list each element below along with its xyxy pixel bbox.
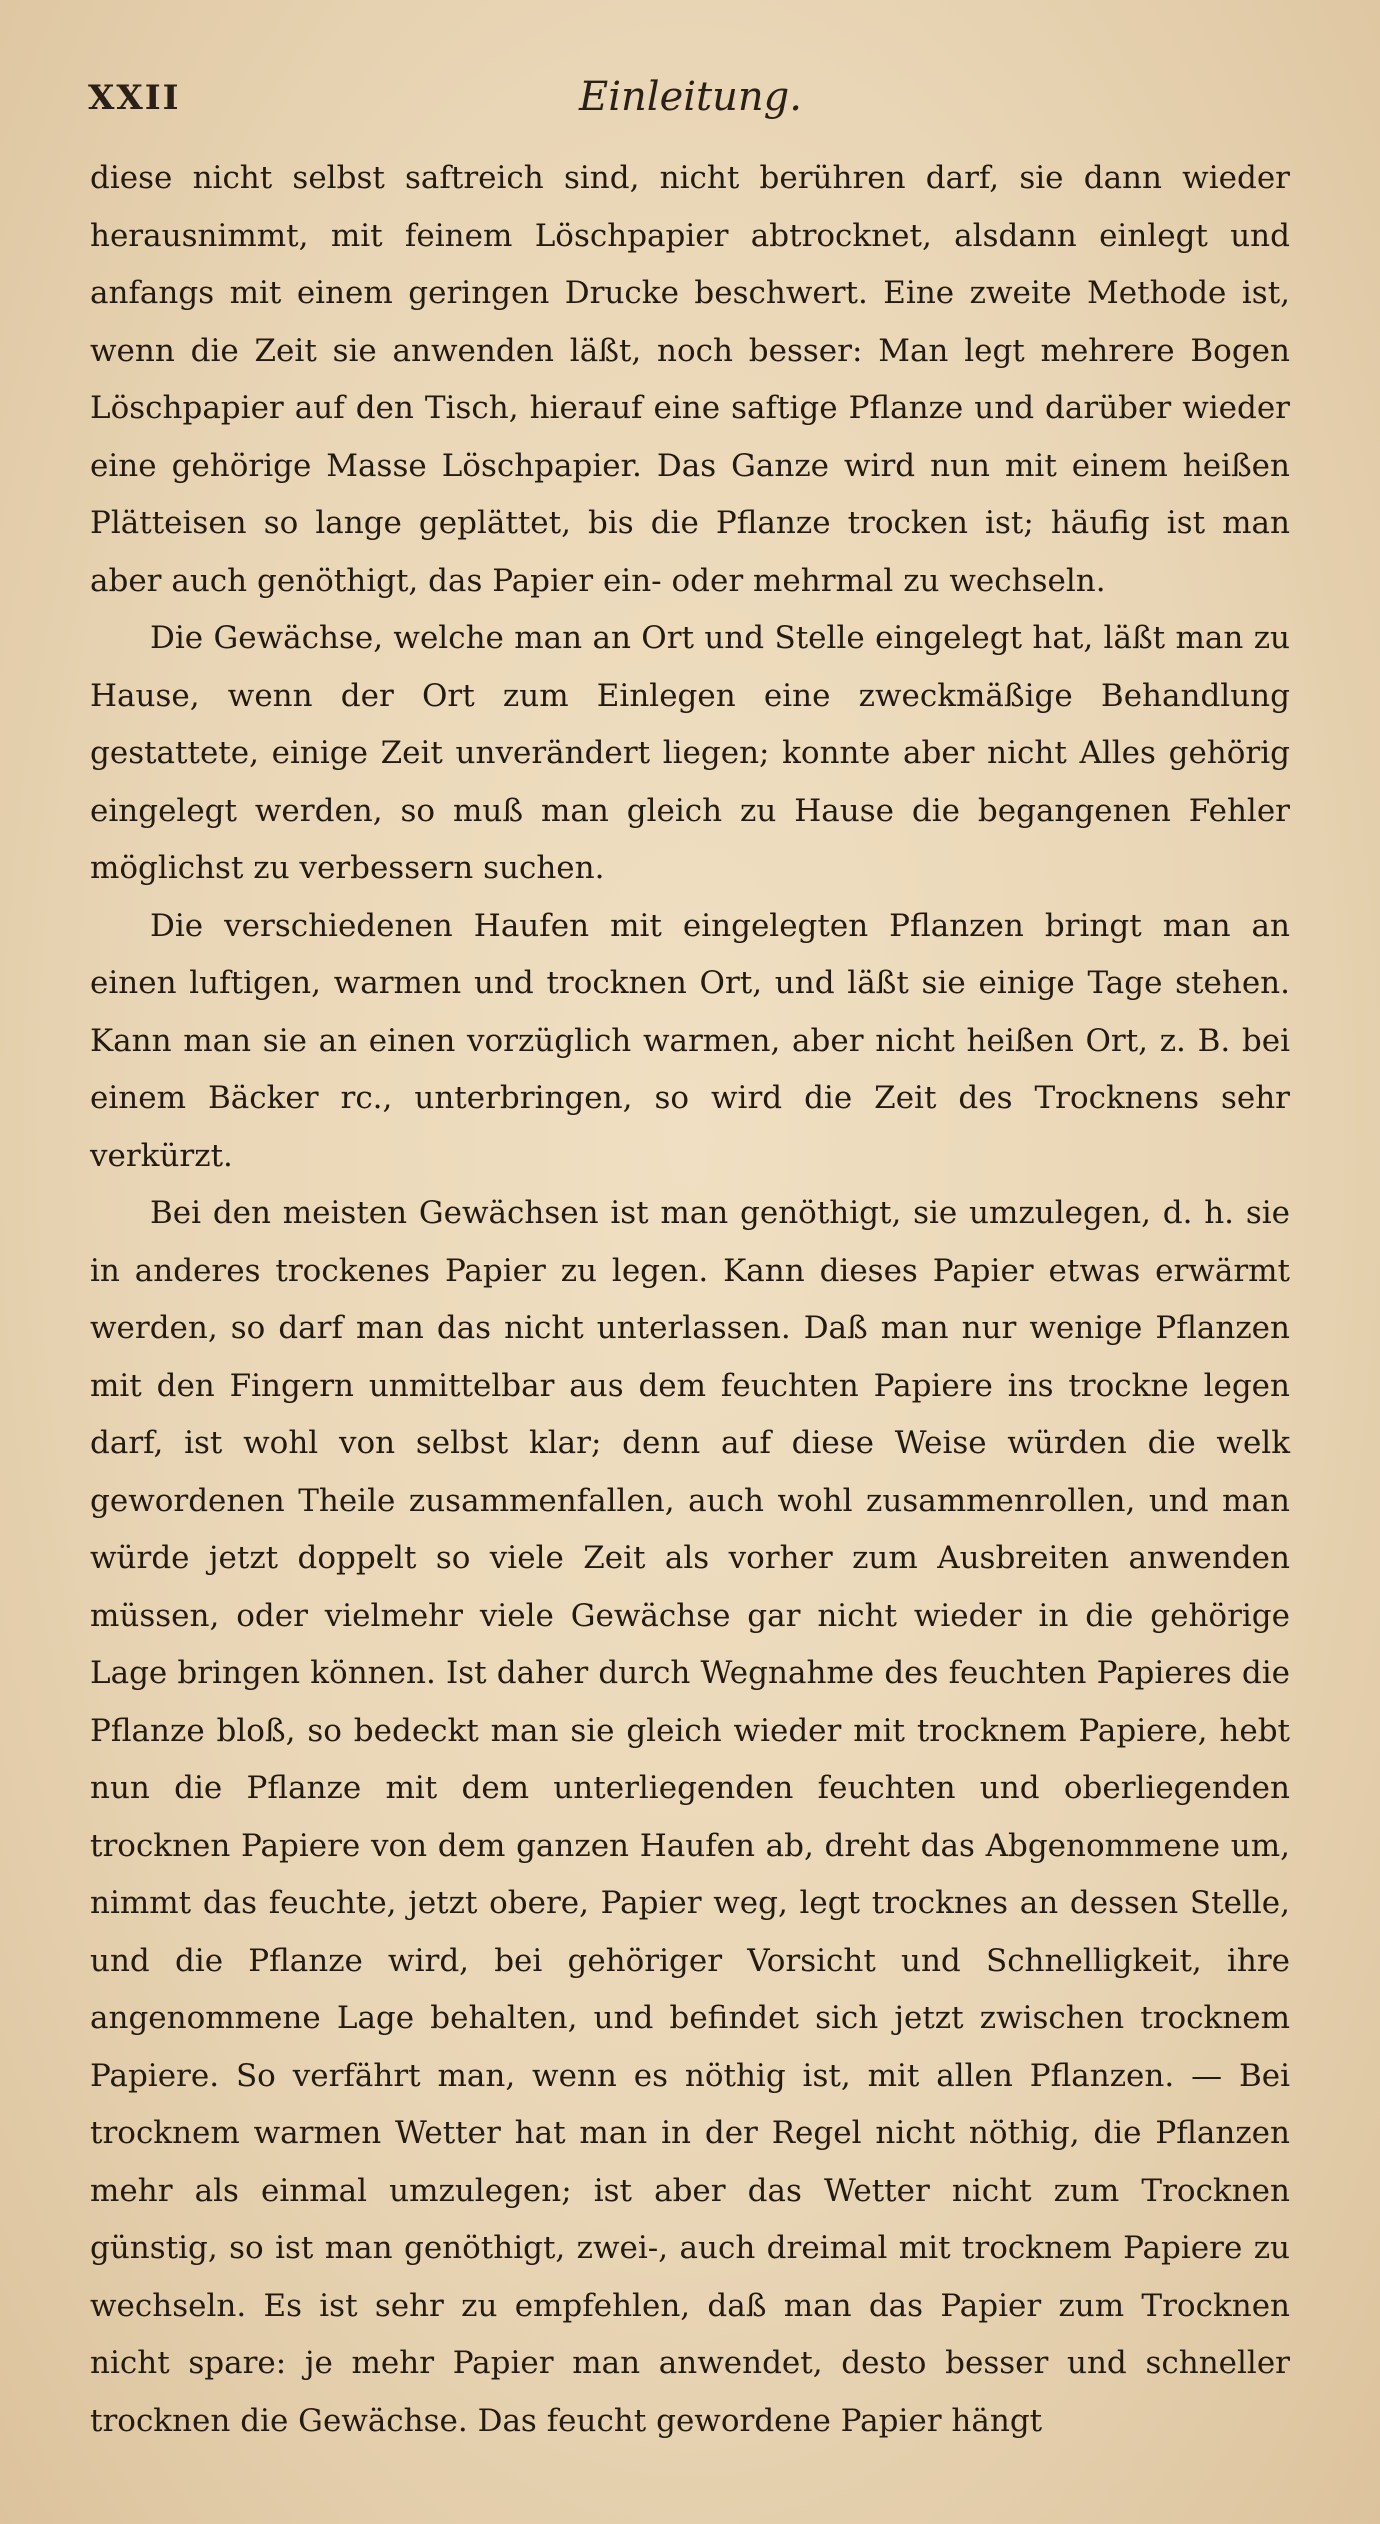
page-number: XXII: [88, 78, 181, 118]
paragraph-3: Die verschiedenen Haufen mit eingelegten Pflanzen bringt man an einen luftigen, warmen und trocknen Ort, und läßt sie einige Tage stehen. Kann man sie an einen vorzüglich warmen, aber nicht heißen Ort, z. B. bei einem Bäcker rc., unterbringen, so wird die Zeit des Trocknens sehr verkürzt.: [90, 907, 1290, 1174]
paragraph-4: Bei den meisten Gewächsen ist man genöthigt, sie umzulegen, d. h. sie in anderes trockenes Papier zu legen. Kann dieses Papier etwas erwärmt werden, so darf man das nicht unterlassen. Daß man nur wenige Pflanzen mit den Fingern unmittelbar aus dem feuchten Papiere ins trockne legen darf, ist wohl von selbst klar; denn auf diese Weise würden die welk gewordenen Theile zusammenfallen, auch wohl zusammenrollen, und man würde jetzt doppelt so viele Zeit als vorher zum Ausbreiten anwenden müssen, oder vielmehr viele Gewächse gar nicht wieder in die gehörige Lage bringen können. Ist daher durch Wegnahme des feuchten Papieres die Pflanze bloß, so bedeckt man sie gleich wieder mit trocknem Papiere, hebt nun die Pflanze mit dem unterliegenden feuchten und oberliegenden trocknen Papiere von dem ganzen Haufen ab, dreht das Abgenommene um, nimmt das feuchte, jetzt obere, Papier weg, legt trocknes an dessen Stelle, und die Pflanze wird, bei gehöriger Vorsicht und Schnelligkeit, ihre angenommene Lage behalten, und befindet sich jetzt zwischen trocknem Papiere. So verfährt man, wenn es nöthig ist, mit allen Pflanzen. — Bei trocknem warmen Wetter hat man in der Regel nicht nöthig, die Pflanzen mehr als einmal umzulegen; ist aber das Wetter nicht zum Trocknen günstig, so ist man genöthigt, zwei-, auch dreimal mit trocknem Papiere zu wechseln. Es ist sehr zu empfehlen, daß man das Papier zum Trocknen nicht spare: je mehr Papier man anwendet, desto besser und schneller trocknen die Gewächse. Das feucht gewordene Papier hängt: [90, 1195, 1290, 2439]
running-title: Einleitung.: [579, 74, 802, 120]
paragraph-2: Die Gewächse, welche man an Ort und Stelle eingelegt hat, läßt man zu Hause, wenn der Ort zum Einlegen eine zweckmäßige Behandlung gestattete, einige Zeit unverändert liegen; konnte aber nicht Alles gehörig eingelegt werden, so muß man gleich zu Hause die begangenen Fehler möglichst zu verbessern suchen.: [90, 620, 1290, 886]
paragraph-1: diese nicht selbst saftreich sind, nicht berühren darf, sie dann wieder herausnimmt, mit feinem Löschpapier abtrocknet, alsdann einlegt und anfangs mit einem geringen Drucke beschwert. Eine zweite Methode ist, wenn die Zeit sie anwenden läßt, noch besser: Man legt mehrere Bogen Löschpapier auf den Tisch, hierauf eine saftige Pflanze und darüber wieder eine gehörige Masse Löschpapier. Das Ganze wird nun mit einem heißen Plätteisen so lange geplättet, bis die Pflanze trocken ist; häufig ist man aber auch genöthigt, das Papier ein- oder mehrmal zu wechseln.: [90, 160, 1290, 599]
body-text: [90, 150, 1290, 2450]
page-header: [88, 70, 1293, 130]
